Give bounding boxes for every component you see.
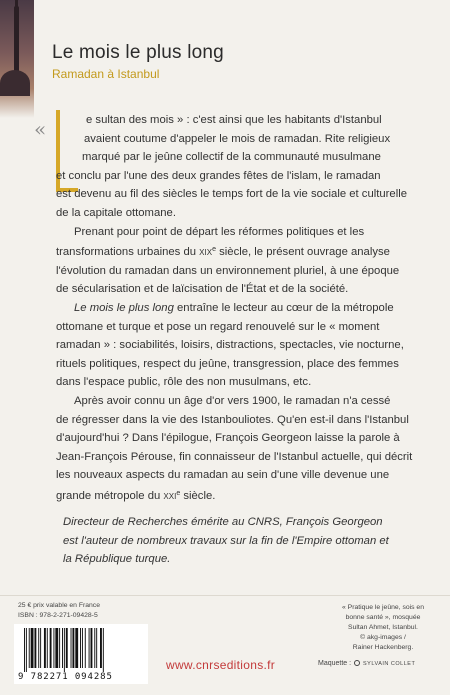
p2-line: transformations urbaines du xix$^e$ siècle, le présent ouvrage analyse: [56, 246, 390, 259]
barcode-bar: [82, 628, 83, 668]
maquette-label: Maquette :: [318, 660, 352, 667]
photo-credit-line: © akg-images /: [360, 634, 406, 641]
barcode-bar: [66, 628, 68, 668]
barcode-bar: [38, 628, 39, 668]
p1-line: e sultan des mois » : c'est ainsi que les habitants d'Istanbul: [86, 114, 382, 126]
author-bio-line: est l'auteur de nombreux travaux sur la fin de l'Empire ottoman et: [63, 534, 389, 547]
barcode: [14, 624, 148, 684]
barcode-bar: [89, 628, 90, 668]
p2-line: Prenant pour point de départ les réformes politiques et les: [74, 225, 365, 238]
sylvain-collet-logo-icon: [354, 660, 360, 666]
p4-line: les nouveaux aspects du ramadan au sein d'une ville devenue une: [56, 469, 390, 482]
footer-divider: [0, 595, 450, 596]
p1-line: avaient coutume d'appeler le mois de ramadan. Rite religieux: [84, 132, 391, 145]
barcode-bar: [55, 628, 58, 668]
barcode-bar: [31, 628, 34, 668]
p1-line: de la capitale ottomane.: [56, 206, 176, 219]
barcode-bar: [29, 628, 30, 668]
author-bio: [63, 513, 413, 569]
barcode-bar: [34, 628, 36, 668]
book-title: Le mois le plus long: [52, 42, 224, 63]
cover-photo-strip: [0, 0, 34, 118]
barcode-bar: [91, 628, 93, 668]
barcode-bar: [53, 628, 54, 668]
mosque-dome: [0, 70, 30, 96]
price-label: 25 € prix valable en France: [18, 602, 100, 609]
author-bio-line: la République turque.: [63, 553, 171, 566]
p4-line: Jean-François Pérouse, fin connaisseur de l'Istanbul actuelle, qui décrit: [56, 450, 413, 463]
p3-line: ramadan » : sociabilités, loisirs, distractions, spectacles, vie nocturne,: [56, 339, 404, 352]
p3-line: rituels politiques, respect du jeûne, transgression, place des femmes: [56, 357, 399, 370]
photo-credit-line: bonne santé », mosquée: [345, 614, 421, 621]
blurb-text: [56, 111, 413, 505]
barcode-bar: [100, 628, 102, 668]
p1-line: est devenu au fil des siècles le temps fort de la vie sociale et culturelle: [56, 188, 408, 201]
p1-line: marqué par le jeûne collectif de la communauté musulmane: [82, 151, 381, 164]
barcode-bar: [96, 628, 97, 668]
author-bio-line: Directeur de Recherches émérite au CNRS, François Georgeon: [63, 516, 383, 528]
barcode-bar: [24, 628, 25, 672]
isbn-label: ISBN : 978-2-271-09428-5: [18, 612, 98, 619]
p4-line: de régresser dans la vie des Istanbouliotes. Qu'en est-il dans l'Istanbul: [56, 413, 409, 426]
p1-line: et conclu par l'une des deux grandes fêtes de l'islam, le ramadan: [56, 169, 381, 182]
barcode-bar: [40, 628, 41, 668]
p2-line: de sécularisation et de laïcisation de l'État et de la société.: [56, 283, 349, 296]
barcode-bar: [26, 628, 27, 672]
barcode-bar: [94, 628, 95, 668]
photo-credit: [330, 603, 436, 653]
barcode-bar: [59, 628, 60, 668]
barcode-bar: [50, 628, 52, 668]
p4-line: grande métropole du xxi$^e$ siècle.: [56, 489, 216, 502]
photo-credit-line: Sultan Ahmet, Istanbul.: [348, 624, 418, 631]
p3-line: ottomane et turque et pose un regard renouvelé sur le « moment: [56, 320, 380, 333]
p4-line: Après avoir connu un âge d'or vers 1900, le ramadan n'a cessé: [74, 394, 391, 407]
barcode-bar: [47, 628, 48, 668]
photo-credit-line: « Pratique le jeûne, sois en: [342, 604, 424, 611]
barcode-bar: [103, 628, 104, 672]
photo-credit-line: Rainer Hackenberg.: [352, 644, 414, 651]
designer-name: SYLVAIN COLLET: [362, 661, 416, 667]
barcode-bar: [85, 628, 86, 668]
barcode-bar: [44, 628, 46, 668]
barcode-bar: [75, 628, 78, 668]
design-credit: [318, 660, 415, 667]
barcode-bar: [71, 628, 72, 668]
p2-line: l'évolution du ramadan dans un environnement pluriel, à une époque: [56, 264, 400, 277]
p4-line: d'aujourd'hui ? Dans l'épilogue, François Georgeon laisse la parole à: [56, 432, 400, 445]
book-subtitle: Ramadan à Istanbul: [52, 67, 160, 81]
open-quote-mark: «: [34, 117, 47, 141]
p3-line: dans l'espace public, rôle des non musulmans, etc.: [56, 376, 312, 389]
barcode-bar: [72, 628, 74, 668]
barcode-bars: [22, 628, 140, 672]
barcode-digits: 9 782271 094285: [18, 672, 113, 682]
p3-line: Le mois le plus long entraîne le lecteur au cœur de la métropole: [74, 301, 394, 314]
barcode-bar: [62, 628, 63, 668]
publisher-website[interactable]: www.cnrseditions.fr: [166, 658, 276, 672]
barcode-bar: [80, 628, 81, 668]
barcode-bar: [64, 628, 65, 672]
